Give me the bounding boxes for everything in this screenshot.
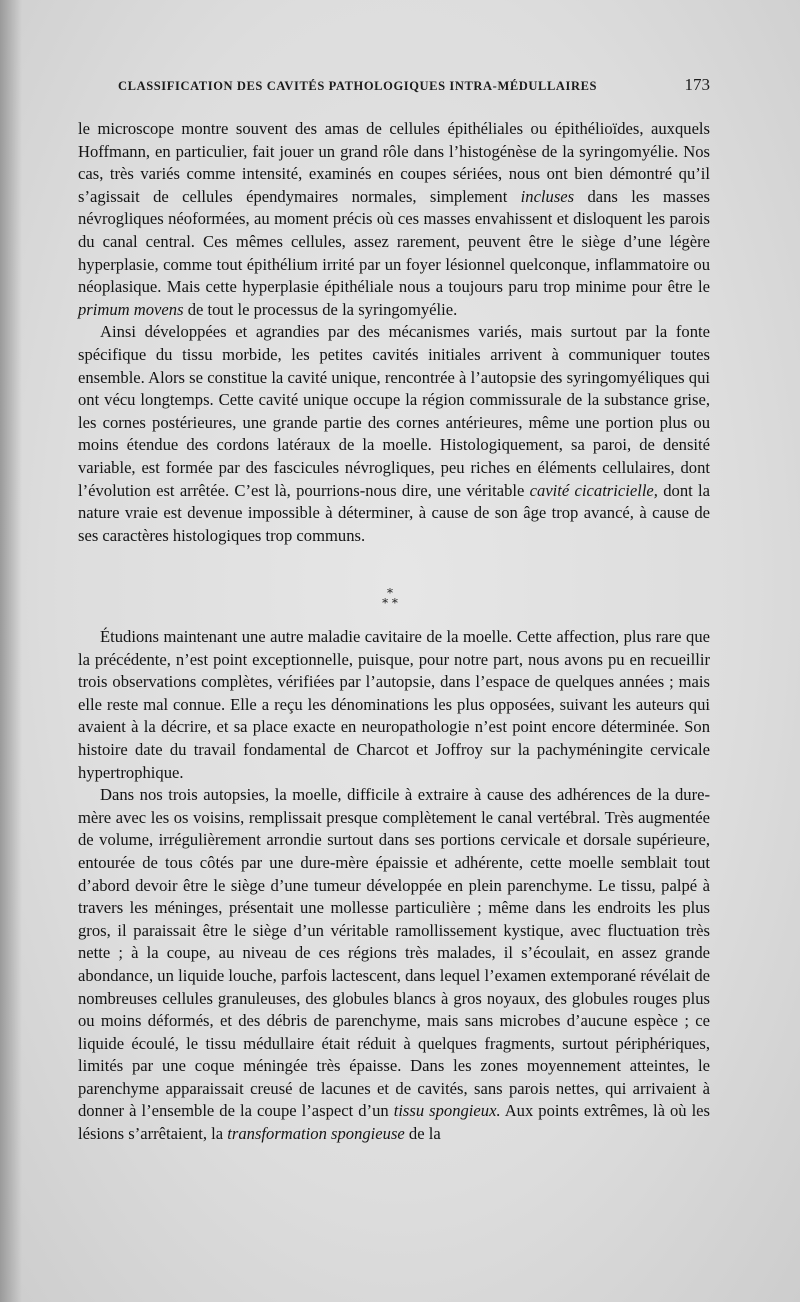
- text-section-1: [78, 118, 710, 547]
- paragraph: [78, 321, 710, 547]
- section-separator-asterism: [370, 588, 410, 608]
- text-run: dont la nature vraie est devenue impossible à déterminer, à cause de son âge trop avancé, à cause de ses caractères histologiques trop communs.: [78, 480, 710, 545]
- text-run: le microscope montre souvent des amas de cellules épithéliales ou épithélioïdes, auxquels Hoffmann, en particulier, fait jouer un grand rôle dans l’histogénèse de la syringomyélie. Nos cas, très variés comme intensité, examinés en coupes sériées, nous ont bien démontré qu’il s’agissait de cellules épendymaires normales, simplement: [78, 119, 710, 206]
- italic-term: cavité cicatricielle,: [529, 480, 658, 500]
- paragraph-continued: [78, 118, 710, 321]
- paragraph: [78, 626, 710, 784]
- asterism-bottom: * *: [382, 596, 398, 610]
- running-title: CLASSIFICATION DES CAVITÉS PATHOLOGIQUES INTRA-MÉDULLAIRES: [118, 79, 598, 93]
- italic-term: transformation spongieuse: [227, 1124, 405, 1144]
- text-section-2: [78, 626, 710, 1146]
- italic-term: tissu spongieux.: [393, 1101, 501, 1121]
- paragraph: [78, 784, 710, 1146]
- asterism-top: *: [387, 586, 393, 600]
- text-run: Dans nos trois autopsies, la moelle, difficile à extraire à cause des adhérences de la dure-mère avec les os voisins, remplissait presque complètement le canal vertébral. Très augmentée de volume, irrégulièrement arrondie surtout dans ses portions cervicale et dorsale supérieure, entourée de tous côtés par une dure-mère épaissie et adhérente, cette moelle semblait tout d’abord devoir être le siège d’une tumeur développée en plein parenchyme. Le tissu, palpé à travers les méninges, présentait une mollesse particulière ; même dans les endroits les plus gros, il paraissait être le siège d’un véritable ramollissement kystique, avec fluctuation très nette ; à la coupe, au niveau de ces régions très malades, il s’écoulait, en assez grande abondance, un liquide louche, parfois lactescent, dans lequel l’examen extemporané révélait de nombreuses cellules granuleuses, des globules blancs à gros noyaux, des globules rouges plus ou moins déformés, et des débris de parenchyme, mais sans microbes d’aucune espèce ; ce liquide écoulé, le tissu médullaire était réduit à quelques fragments, surtout périphériques, limités par une coque méningée très épaisse. Dans les zones moyennement atteintes, le parenchyme apparaissait creusé de lacunes et de cavités, sans parois nettes, qui arrivaient à donner à l’ensemble de la coupe l’aspect d’un: [78, 785, 710, 1121]
- text-run: Étudions maintenant une autre maladie cavitaire de la moelle. Cette affection, plus rare que la précédente, n’est point exceptionnelle, puisque, pour notre part, nous avons pu en recueillir trois observations complètes, vérifiées par l’autopsie, dans l’espace de quelques années ; mais elle reste mal connue. Elle a reçu les dénominations les plus opposées, suivant les auteurs qui avaient à la décrire, et sa place exacte en neuropathologie n’est point encore déterminée. Son histoire date du travail fondamental de Charcot et Joffroy sur la pachyméningite cervicale hypertrophique.: [78, 627, 710, 782]
- text-run: dans les masses névrogliques néoformées, au moment précis où ces masses envahissent et disloquent les parois du canal central. Ces mêmes cellules, assez rarement, peuvent être le siège d’une légère hyperplasie, comme tout épithélium irrité par un foyer lésionnel quelconque, inflammatoire ou néoplasique. Mais cette hyperplasie épithéliale nous a toujours paru trop minime pour être le: [78, 186, 710, 297]
- page-number: 173: [684, 75, 710, 94]
- text-run: Aux points extrêmes, là où les lésions s’arrêtaient, la: [78, 1101, 711, 1144]
- text-run: Ainsi développées et agrandies par des mécanismes variés, mais surtout par la fonte spécifique du tissu morbide, les petites cavités initiales arrivent à communiquer toutes ensemble. Alors se constitue la cavité unique, rencontrée à l’autopsie des syringomyéliques qui ont vécu longtemps. Cette cavité unique occupe la région commissurale de la substance grise, les cornes postérieures, une grande partie des cornes antérieures, même une portion plus ou moins étendue des cordons latéraux de la moelle. Histologiquement, sa paroi, de densité variable, est formée par des fascicules névrogliques, peu riches en éléments cellulaires, dont l’évolution est arrêtée. C’est là, pourrions-nous dire, une véritable: [78, 322, 710, 500]
- text-run: de tout le processus de la syringomyélie.: [183, 299, 458, 319]
- italic-term: incluses: [520, 186, 575, 206]
- italic-term: primum movens: [78, 299, 184, 319]
- text-run: de la: [404, 1124, 441, 1144]
- running-header: [118, 75, 710, 103]
